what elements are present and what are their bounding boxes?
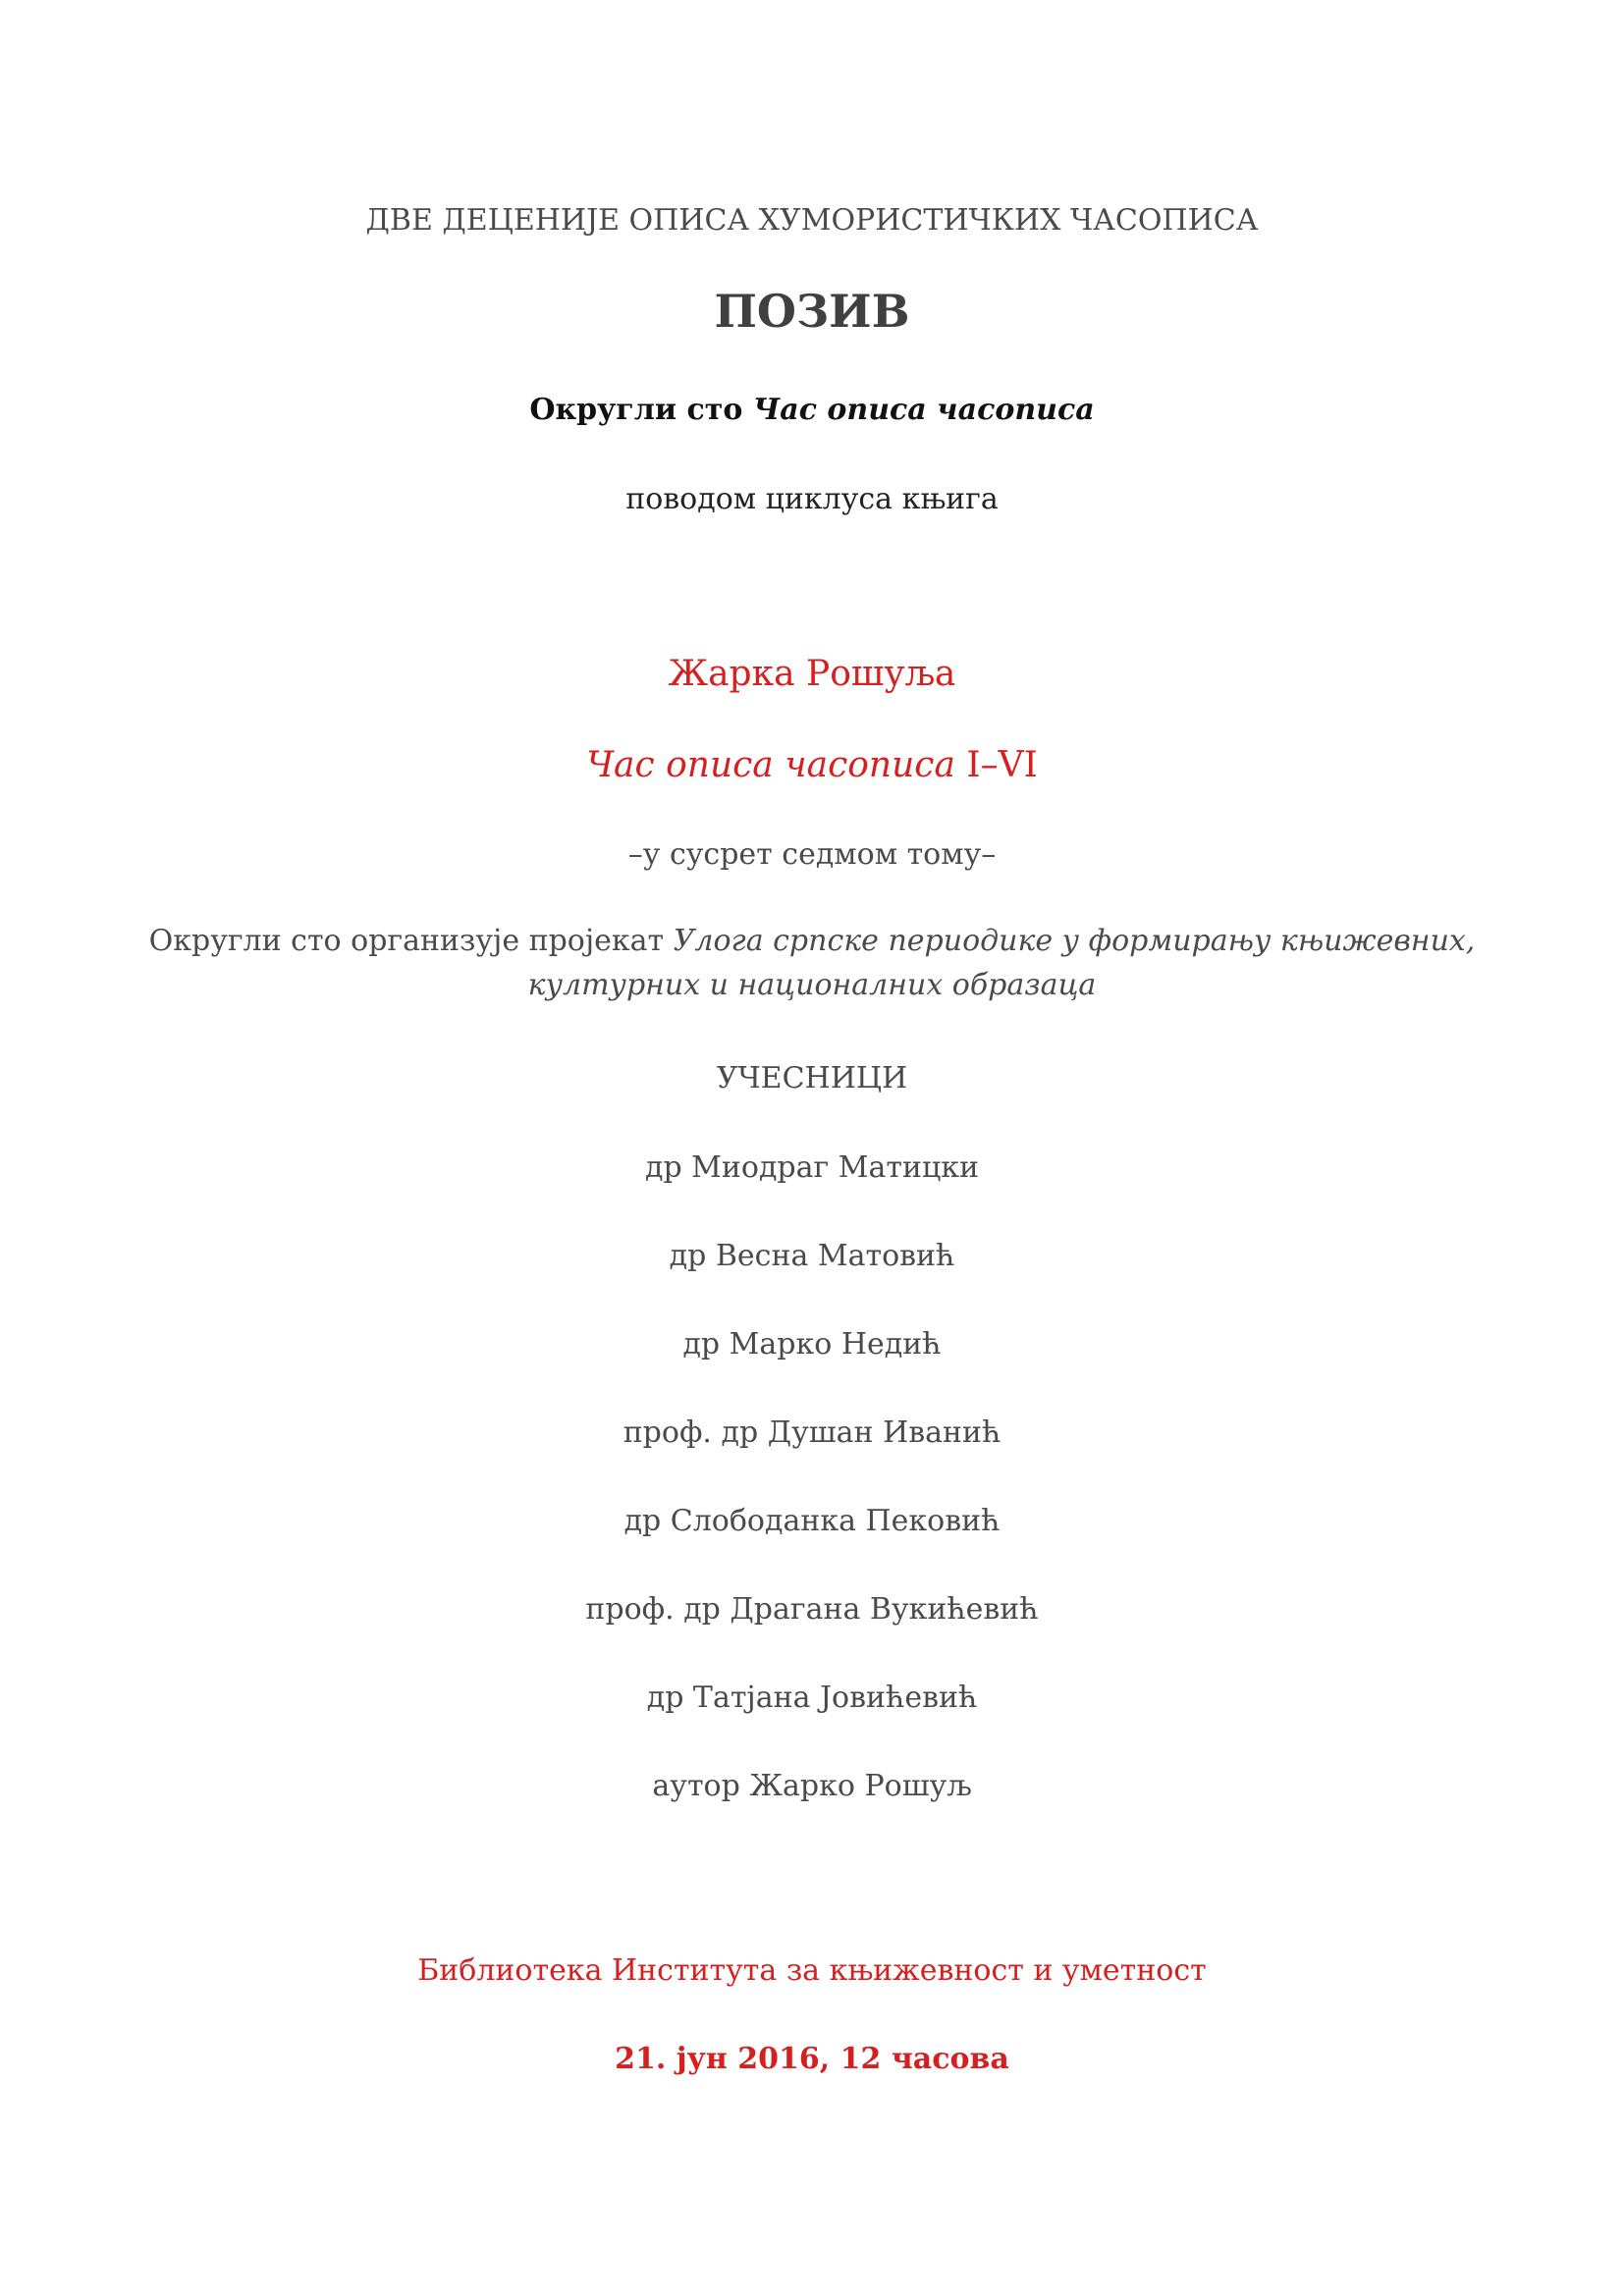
organizer-line <box>0 924 1624 958</box>
participant-item: аутор Жарко Рошуљ <box>652 1769 972 1803</box>
organizer-prefix: Округли сто организује пројекат <box>148 924 674 958</box>
participant-item: проф. др Душан Иванић <box>623 1415 1001 1450</box>
page-title: ПОЗИВ <box>714 285 910 338</box>
participant-item: др Слободанка Пековић <box>623 1504 1001 1538</box>
participant-item: др Татјана Јовићевић <box>646 1681 978 1715</box>
book-title-line <box>0 745 1624 785</box>
venue-text: Библиотека Института за књижевност и уметност <box>417 1953 1207 1988</box>
roundtable-name: Час описа часописа <box>752 393 1095 427</box>
book-volumes: I–VI <box>954 745 1038 785</box>
series-heading: ДВЕ ДЕЦЕНИЈЕ ОПИСА ХУМОРИСТИЧКИХ ЧАСОПИСА <box>365 203 1259 238</box>
project-title-line2: културних и националних образаца <box>527 968 1097 1002</box>
participants-heading: УЧЕСНИЦИ <box>716 1061 908 1095</box>
event-datetime: 21. јун 2016, 12 часова <box>615 2042 1009 2076</box>
roundtable-prefix: Округли сто <box>529 393 753 427</box>
book-title: Час описа часописа <box>586 745 955 785</box>
participant-item: др Марко Недић <box>682 1327 942 1362</box>
project-title-line1: Улога српске периодике у формирању књижевних, <box>673 924 1476 958</box>
participant-item: др Миодраг Матицки <box>644 1150 980 1185</box>
roundtable-line <box>0 393 1624 427</box>
participant-item: проф. др Драгана Вукићевић <box>585 1592 1039 1627</box>
project-title-line2-row <box>0 968 1624 1002</box>
meeting-note: –у сусрет седмом тому– <box>627 837 997 872</box>
participant-item: др Весна Матовић <box>669 1239 955 1273</box>
occasion-text: поводом циклуса књига <box>625 482 999 516</box>
author-name: Жарка Рошуља <box>668 654 956 694</box>
